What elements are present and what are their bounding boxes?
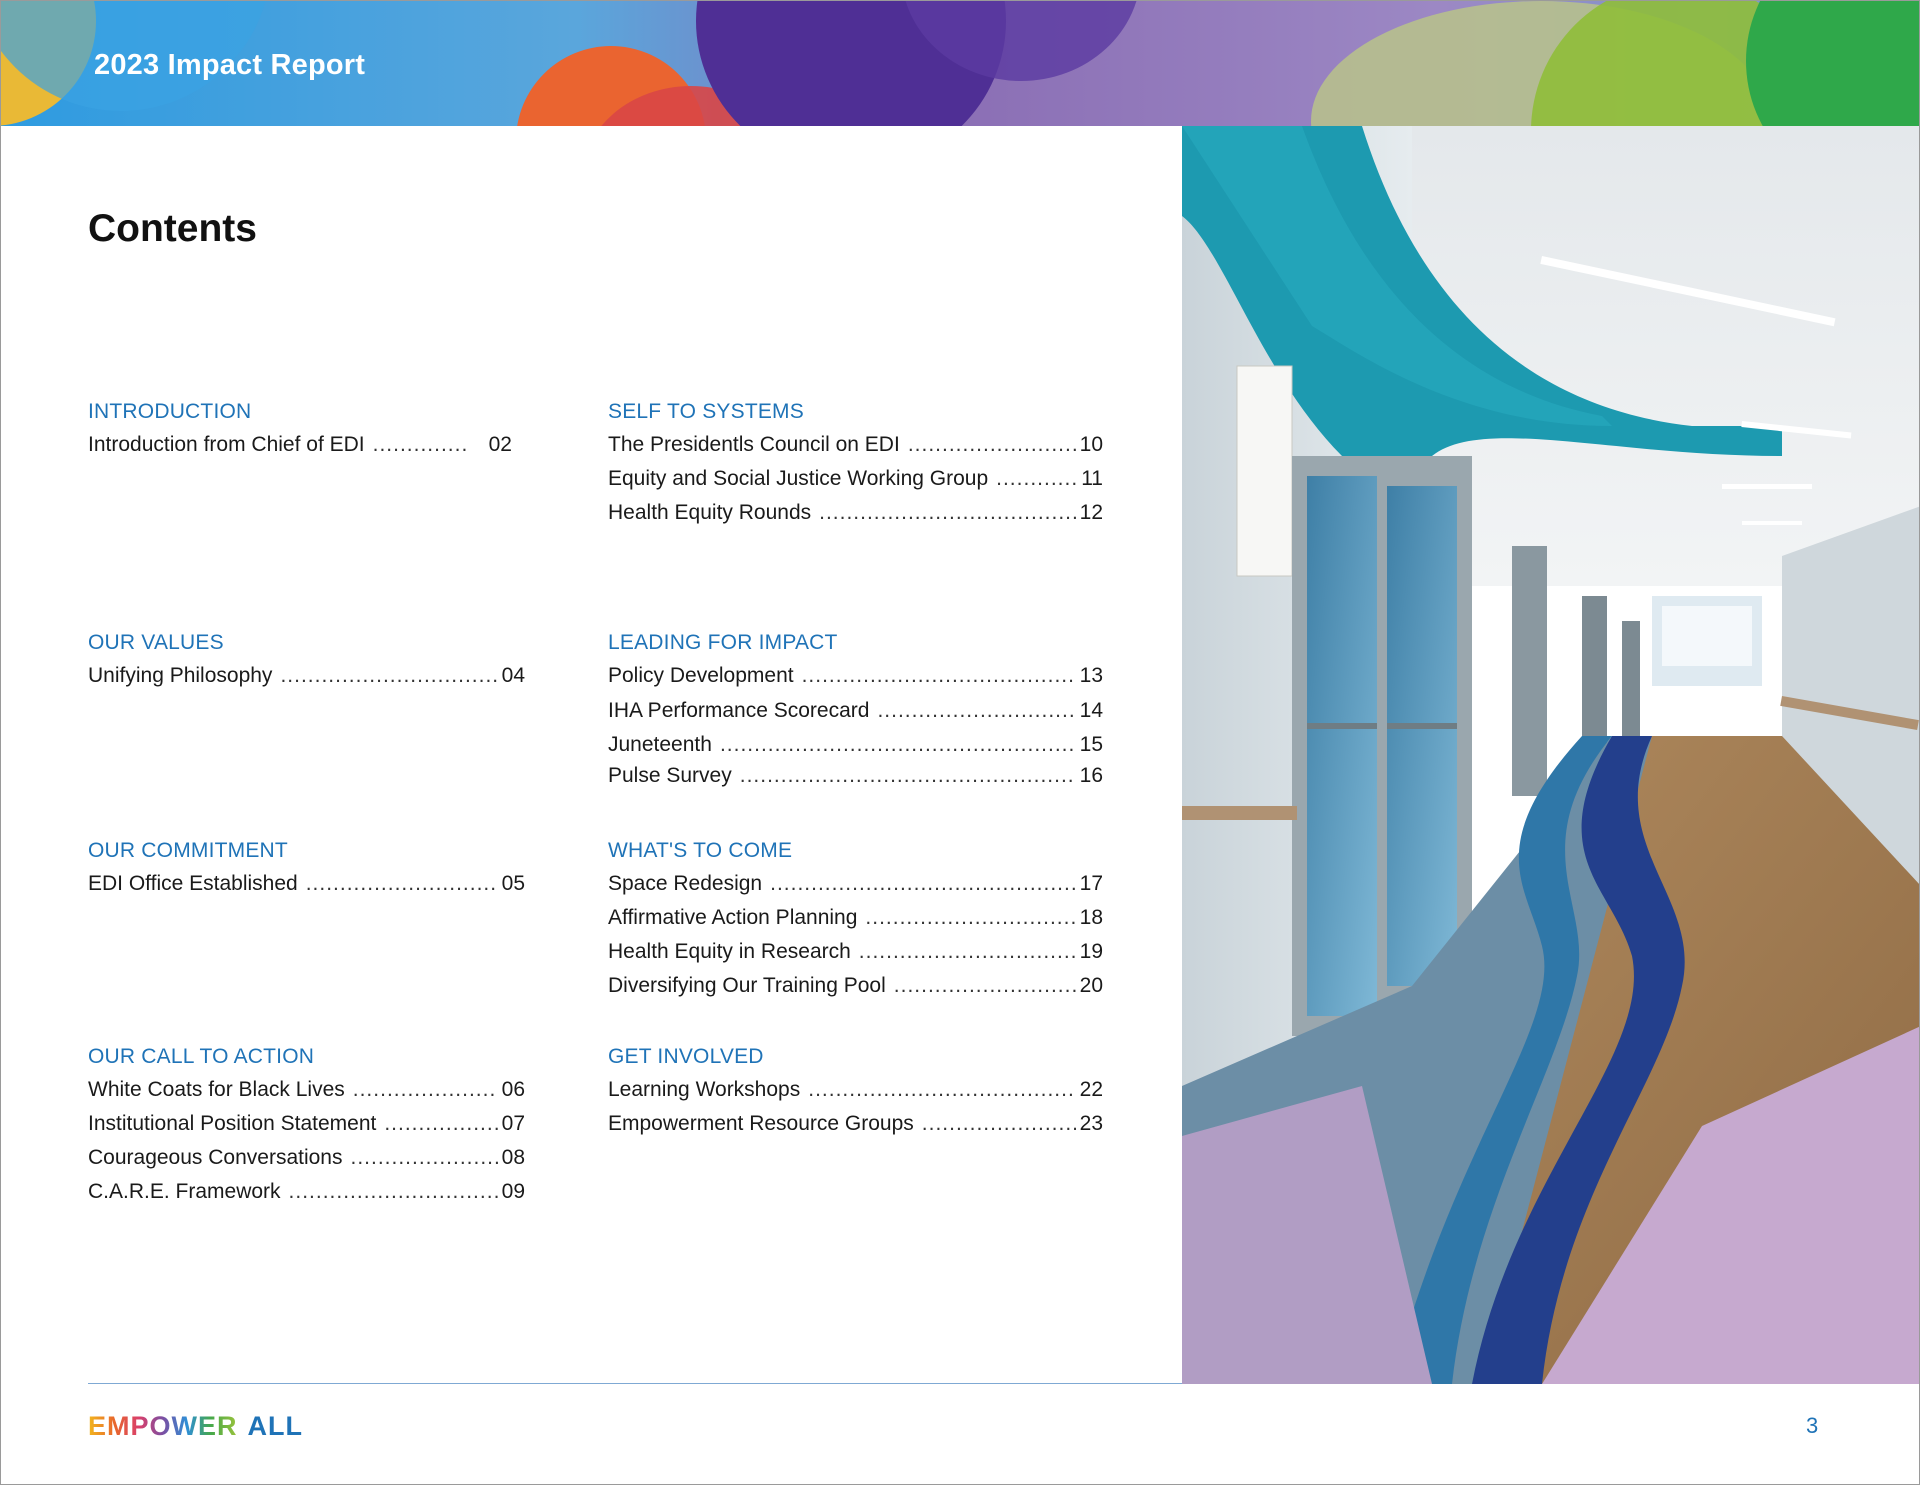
toc-leader-dots [770, 867, 1076, 901]
toc-section-self-to-systems [608, 396, 1103, 530]
toc-section-heading: OUR COMMITMENT [88, 839, 288, 862]
hospital-corridor-photo [1182, 126, 1920, 1384]
toc-leader-dots [865, 901, 1075, 935]
corridor-illustration [1182, 126, 1920, 1384]
toc-entry[interactable] [88, 867, 525, 901]
toc-entry-page: 07 [501, 1112, 525, 1135]
toc-section-leading-for-impact [608, 627, 1103, 791]
toc-entry-title: Space Redesign [608, 872, 763, 895]
toc-leader-dots [720, 729, 1076, 760]
page-number: 3 [1806, 1413, 1819, 1438]
logo-word-empower: EMPOWER [88, 1411, 238, 1441]
toc-entry[interactable] [608, 496, 1103, 530]
toc-leader-dots [894, 969, 1076, 1003]
toc-entry[interactable] [88, 659, 525, 693]
toc-entry-title: Health Equity in Research [608, 940, 851, 963]
toc-section-heading: INTRODUCTION [88, 400, 252, 423]
toc-entry-title: Learning Workshops [608, 1078, 801, 1101]
toc-section-heading: GET INVOLVED [608, 1045, 764, 1068]
toc-entry[interactable] [608, 969, 1103, 1003]
toc-leader-dots [802, 659, 1076, 693]
toc-entry-title: Diversifying Our Training Pool [608, 974, 886, 997]
toc-entry-title: Policy Development [608, 664, 794, 687]
footer-divider [88, 1383, 1182, 1384]
toc-section-heading: OUR VALUES [88, 631, 224, 654]
toc-entry-title: Institutional Position Statement [88, 1112, 377, 1135]
toc-entry-page: 02 [488, 433, 512, 456]
toc-entry-title: IHA Performance Scorecard [608, 699, 870, 722]
toc-entry-page: 22 [1079, 1078, 1103, 1101]
toc-entry-page: 14 [1079, 699, 1103, 722]
toc-entry-title: White Coats for Black Lives [88, 1078, 345, 1101]
toc-entry-title: The Presidentls Council on EDI [608, 433, 900, 456]
toc-entry-page: 06 [501, 1078, 525, 1101]
toc-entry-title: C.A.R.E. Framework [88, 1180, 281, 1203]
toc-entry[interactable] [608, 760, 1103, 791]
page-title: Contents [88, 207, 257, 250]
toc-leader-dots [922, 1107, 1076, 1141]
toc-entry-page: 23 [1079, 1112, 1103, 1135]
toc-entry-page: 18 [1079, 906, 1103, 929]
toc-entry-title: EDI Office Established [88, 872, 298, 895]
toc-leader-dots [740, 760, 1076, 791]
toc-entry-page: 15 [1079, 733, 1103, 756]
toc-entry[interactable] [608, 1107, 1103, 1141]
toc-section-heading: SELF TO SYSTEMS [608, 400, 804, 423]
toc-entry[interactable] [608, 462, 1103, 496]
toc-entry[interactable] [608, 1073, 1103, 1107]
toc-entry[interactable] [608, 935, 1103, 969]
toc-entry[interactable] [88, 1073, 525, 1107]
toc-leader-dots [859, 935, 1076, 969]
toc-leader-dots [350, 1141, 497, 1175]
toc-leader-dots [819, 496, 1076, 530]
toc-entry[interactable] [608, 659, 1103, 693]
report-title: 2023 Impact Report [94, 49, 366, 81]
toc-entry-page: 09 [501, 1180, 525, 1203]
toc-leader-dots [808, 1073, 1075, 1107]
toc-entry-page: 10 [1079, 433, 1103, 456]
toc-entry[interactable] [88, 428, 525, 462]
toc-entry[interactable] [608, 428, 1103, 462]
toc-entry-page: 05 [501, 872, 525, 895]
toc-entry[interactable] [608, 867, 1103, 901]
logo-word-all: ALL [247, 1411, 303, 1441]
toc-leader-dots [373, 428, 469, 462]
toc-entry-page: 17 [1079, 872, 1103, 895]
toc-section-call-to-action [88, 1041, 525, 1209]
toc-entry-page: 20 [1079, 974, 1103, 997]
toc-leader-dots [353, 1073, 498, 1107]
toc-entry-title: Unifying Philosophy [88, 664, 273, 687]
toc-entry-page: 08 [501, 1146, 525, 1169]
toc-entry[interactable] [608, 693, 1103, 729]
toc-section-heading: OUR CALL TO ACTION [88, 1045, 315, 1068]
toc-section-our-values [88, 627, 525, 693]
toc-entry-page: 04 [501, 664, 525, 687]
toc-entry-title: Health Equity Rounds [608, 501, 812, 524]
toc-entry[interactable] [608, 729, 1103, 760]
toc-entry-title: Juneteenth [608, 733, 712, 756]
toc-entry[interactable] [88, 1141, 525, 1175]
toc-section-heading: WHAT'S TO COME [608, 839, 793, 862]
toc-entry-page: 19 [1079, 940, 1103, 963]
toc-leader-dots [306, 867, 498, 901]
toc-entry-title: Equity and Social Justice Working Group [608, 467, 989, 490]
toc-entry-title: Pulse Survey [608, 764, 732, 787]
toc-entry-title: Introduction from Chief of EDI [88, 433, 365, 456]
toc-section-whats-to-come [608, 835, 1103, 1003]
toc-leader-dots [877, 693, 1075, 729]
toc-entry-title: Empowerment Resource Groups [608, 1112, 914, 1135]
toc-section-heading: LEADING FOR IMPACT [608, 631, 838, 654]
toc-leader-dots [384, 1107, 497, 1141]
toc-leader-dots [908, 428, 1076, 462]
toc-section-our-commitment [88, 835, 525, 901]
toc-entry[interactable] [88, 1107, 525, 1141]
toc-leader-dots [996, 462, 1077, 496]
toc-entry[interactable] [88, 1175, 525, 1209]
toc-entry[interactable] [608, 901, 1103, 935]
toc-section-introduction [88, 396, 525, 462]
toc-entry-page: 11 [1081, 467, 1103, 490]
toc-entry-title: Courageous Conversations [88, 1146, 343, 1169]
toc-entry-title: Affirmative Action Planning [608, 906, 858, 929]
toc-entry-page: 13 [1079, 664, 1103, 687]
header-banner [1, 1, 1920, 126]
toc-section-get-involved [608, 1041, 1103, 1141]
empower-all-logo [88, 1411, 303, 1442]
toc-entry-page: 12 [1079, 501, 1103, 524]
toc-leader-dots [289, 1175, 498, 1209]
toc-entry-page: 16 [1079, 764, 1103, 787]
toc-leader-dots [280, 659, 497, 693]
